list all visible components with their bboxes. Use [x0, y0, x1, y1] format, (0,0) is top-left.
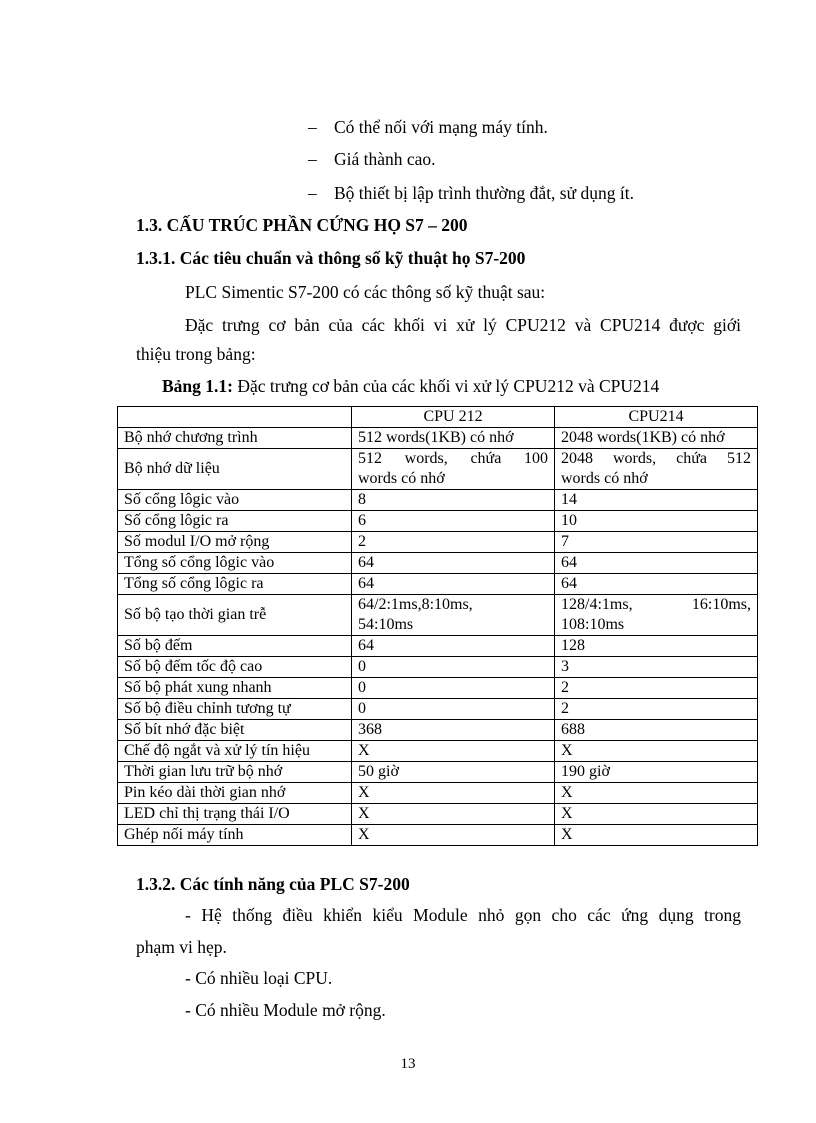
table-cell: 2048 words(1KB) có nhớ: [555, 428, 758, 449]
table-cell-line: 108:10ms: [561, 616, 625, 633]
table-row: [118, 699, 758, 720]
table-cell: Ghép nối máy tính: [118, 825, 352, 846]
table-row: [118, 532, 758, 553]
table-cell: 8: [352, 490, 555, 511]
table-header-cell: [118, 407, 352, 428]
table-row: [118, 657, 758, 678]
section-heading-1-3: 1.3. CẤU TRÚC PHẦN CỨNG HỌ S7 – 200: [136, 215, 468, 235]
list-item: [308, 116, 548, 138]
table-cell: Số bít nhớ đặc biệt: [118, 720, 352, 741]
table-cell: Số bộ tạo thời gian trễ: [118, 595, 352, 636]
table-cell: X: [352, 741, 555, 762]
table-row: [118, 574, 758, 595]
table-cell: Pin kéo dài thời gian nhớ: [118, 783, 352, 804]
table-header-row: [118, 407, 758, 428]
table-cell: Bộ nhớ dữ liệu: [118, 449, 352, 490]
table-caption-label: Bảng 1.1:: [162, 376, 233, 396]
table-cell: 10: [555, 511, 758, 532]
paragraph: thiệu trong bảng:: [136, 344, 256, 364]
table-row: [118, 825, 758, 846]
table-cell: 688: [555, 720, 758, 741]
table-row: [118, 783, 758, 804]
table-cell: Số cổng lôgic vào: [118, 490, 352, 511]
list-item: [308, 148, 436, 170]
list-dash: –: [308, 149, 317, 169]
table-cell: X: [352, 825, 555, 846]
table-row: [118, 762, 758, 783]
table-cell: X: [352, 804, 555, 825]
table-cell: Số cổng lôgic ra: [118, 511, 352, 532]
table-cell: [352, 449, 555, 490]
table-cell: Chế độ ngắt và xử lý tín hiệu: [118, 741, 352, 762]
table-cell: Số bộ điều chỉnh tương tự: [118, 699, 352, 720]
list-item: - Có nhiều loại CPU.: [185, 968, 333, 988]
table-cell: 7: [555, 532, 758, 553]
table-cell: 190 giờ: [555, 762, 758, 783]
table-row: [118, 428, 758, 449]
table-cell-line: 54:10ms: [358, 616, 414, 633]
table-cell: [555, 595, 758, 636]
table-cell: [555, 449, 758, 490]
table-row: [118, 511, 758, 532]
table-cell: Số bộ đếm tốc độ cao: [118, 657, 352, 678]
spec-table: [117, 406, 758, 846]
table-cell: Số bộ đếm: [118, 636, 352, 657]
table-cell-line: words có nhớ: [358, 470, 445, 487]
table-cell: 64: [555, 574, 758, 595]
table-cell: 0: [352, 678, 555, 699]
table-cell: 0: [352, 699, 555, 720]
section-heading-1-3-1: 1.3.1. Các tiêu chuẩn và thông số kỹ thuật họ S7-200: [136, 248, 526, 268]
section-heading-1-3-2: 1.3.2. Các tính năng của PLC S7-200: [136, 874, 410, 894]
table-cell: 2: [555, 678, 758, 699]
table-cell: 64: [352, 574, 555, 595]
table-cell: 128: [555, 636, 758, 657]
table-cell: 64: [352, 553, 555, 574]
table-row: [118, 678, 758, 699]
table-cell: Số bộ phát xung nhanh: [118, 678, 352, 699]
table-cell: 64: [352, 636, 555, 657]
table-cell: Tổng số cổng lôgic ra: [118, 574, 352, 595]
table-caption-text: Đặc trưng cơ bản của các khối vi xử lý CPU212 và CPU214: [232, 376, 660, 396]
paragraph: phạm vi hẹp.: [136, 937, 227, 957]
table-cell: 64: [555, 553, 758, 574]
table-row: [118, 804, 758, 825]
table-caption: [162, 375, 659, 397]
table-cell: 368: [352, 720, 555, 741]
list-dash: –: [308, 117, 317, 137]
table-cell: 14: [555, 490, 758, 511]
table-cell-line: 2048 words, chứa 512: [561, 450, 751, 467]
table-cell: X: [352, 783, 555, 804]
list-item-text: Có thể nối với mạng máy tính.: [334, 117, 548, 137]
list-item: [308, 182, 634, 204]
table-cell: X: [555, 804, 758, 825]
table-row: [118, 636, 758, 657]
table-header-cell: CPU 212: [352, 407, 555, 428]
table-cell: LED chỉ thị trạng thái I/O: [118, 804, 352, 825]
table-cell: Thời gian lưu trữ bộ nhớ: [118, 762, 352, 783]
table-cell: X: [555, 825, 758, 846]
table-cell: [352, 595, 555, 636]
table-row: [118, 553, 758, 574]
table-cell: X: [555, 783, 758, 804]
list-dash: –: [308, 183, 317, 203]
table-cell-line: 128/4:1ms, 16:10ms,: [561, 596, 751, 613]
table-cell-line: words có nhớ: [561, 470, 648, 487]
table-cell: 50 giờ: [352, 762, 555, 783]
table-row: [118, 449, 758, 490]
page-number: 13: [400, 1056, 416, 1072]
table-cell-line: 64/2:1ms,8:10ms,: [358, 596, 473, 613]
paragraph: Đặc trưng cơ bản của các khối vi xử lý CPU212 và CPU214 được giới: [185, 315, 741, 335]
list-item-text: Bộ thiết bị lập trình thường đắt, sử dụng ít.: [334, 183, 634, 203]
table-row: [118, 720, 758, 741]
table-row: [118, 490, 758, 511]
list-item-text: Giá thành cao.: [334, 149, 436, 169]
table-header-cell: CPU214: [555, 407, 758, 428]
table-cell: Bộ nhớ chương trình: [118, 428, 352, 449]
paragraph: PLC Simentic S7-200 có các thông số kỹ thuật sau:: [185, 282, 546, 302]
list-item: - Có nhiều Module mở rộng.: [185, 1000, 386, 1020]
table-cell: 512 words(1KB) có nhớ: [352, 428, 555, 449]
table-cell: Tổng số cổng lôgic vào: [118, 553, 352, 574]
table-cell-line: 512 words, chứa 100: [358, 450, 548, 467]
table-cell: 2: [352, 532, 555, 553]
table-cell: 2: [555, 699, 758, 720]
table-cell: Số modul I/O mở rộng: [118, 532, 352, 553]
table-row: [118, 741, 758, 762]
table-cell: 6: [352, 511, 555, 532]
table-cell: 3: [555, 657, 758, 678]
paragraph: - Hệ thống điều khiển kiểu Module nhỏ gọn cho các ứng dụng trong: [185, 905, 741, 925]
table-cell: X: [555, 741, 758, 762]
table-row: [118, 595, 758, 636]
table-cell: 0: [352, 657, 555, 678]
